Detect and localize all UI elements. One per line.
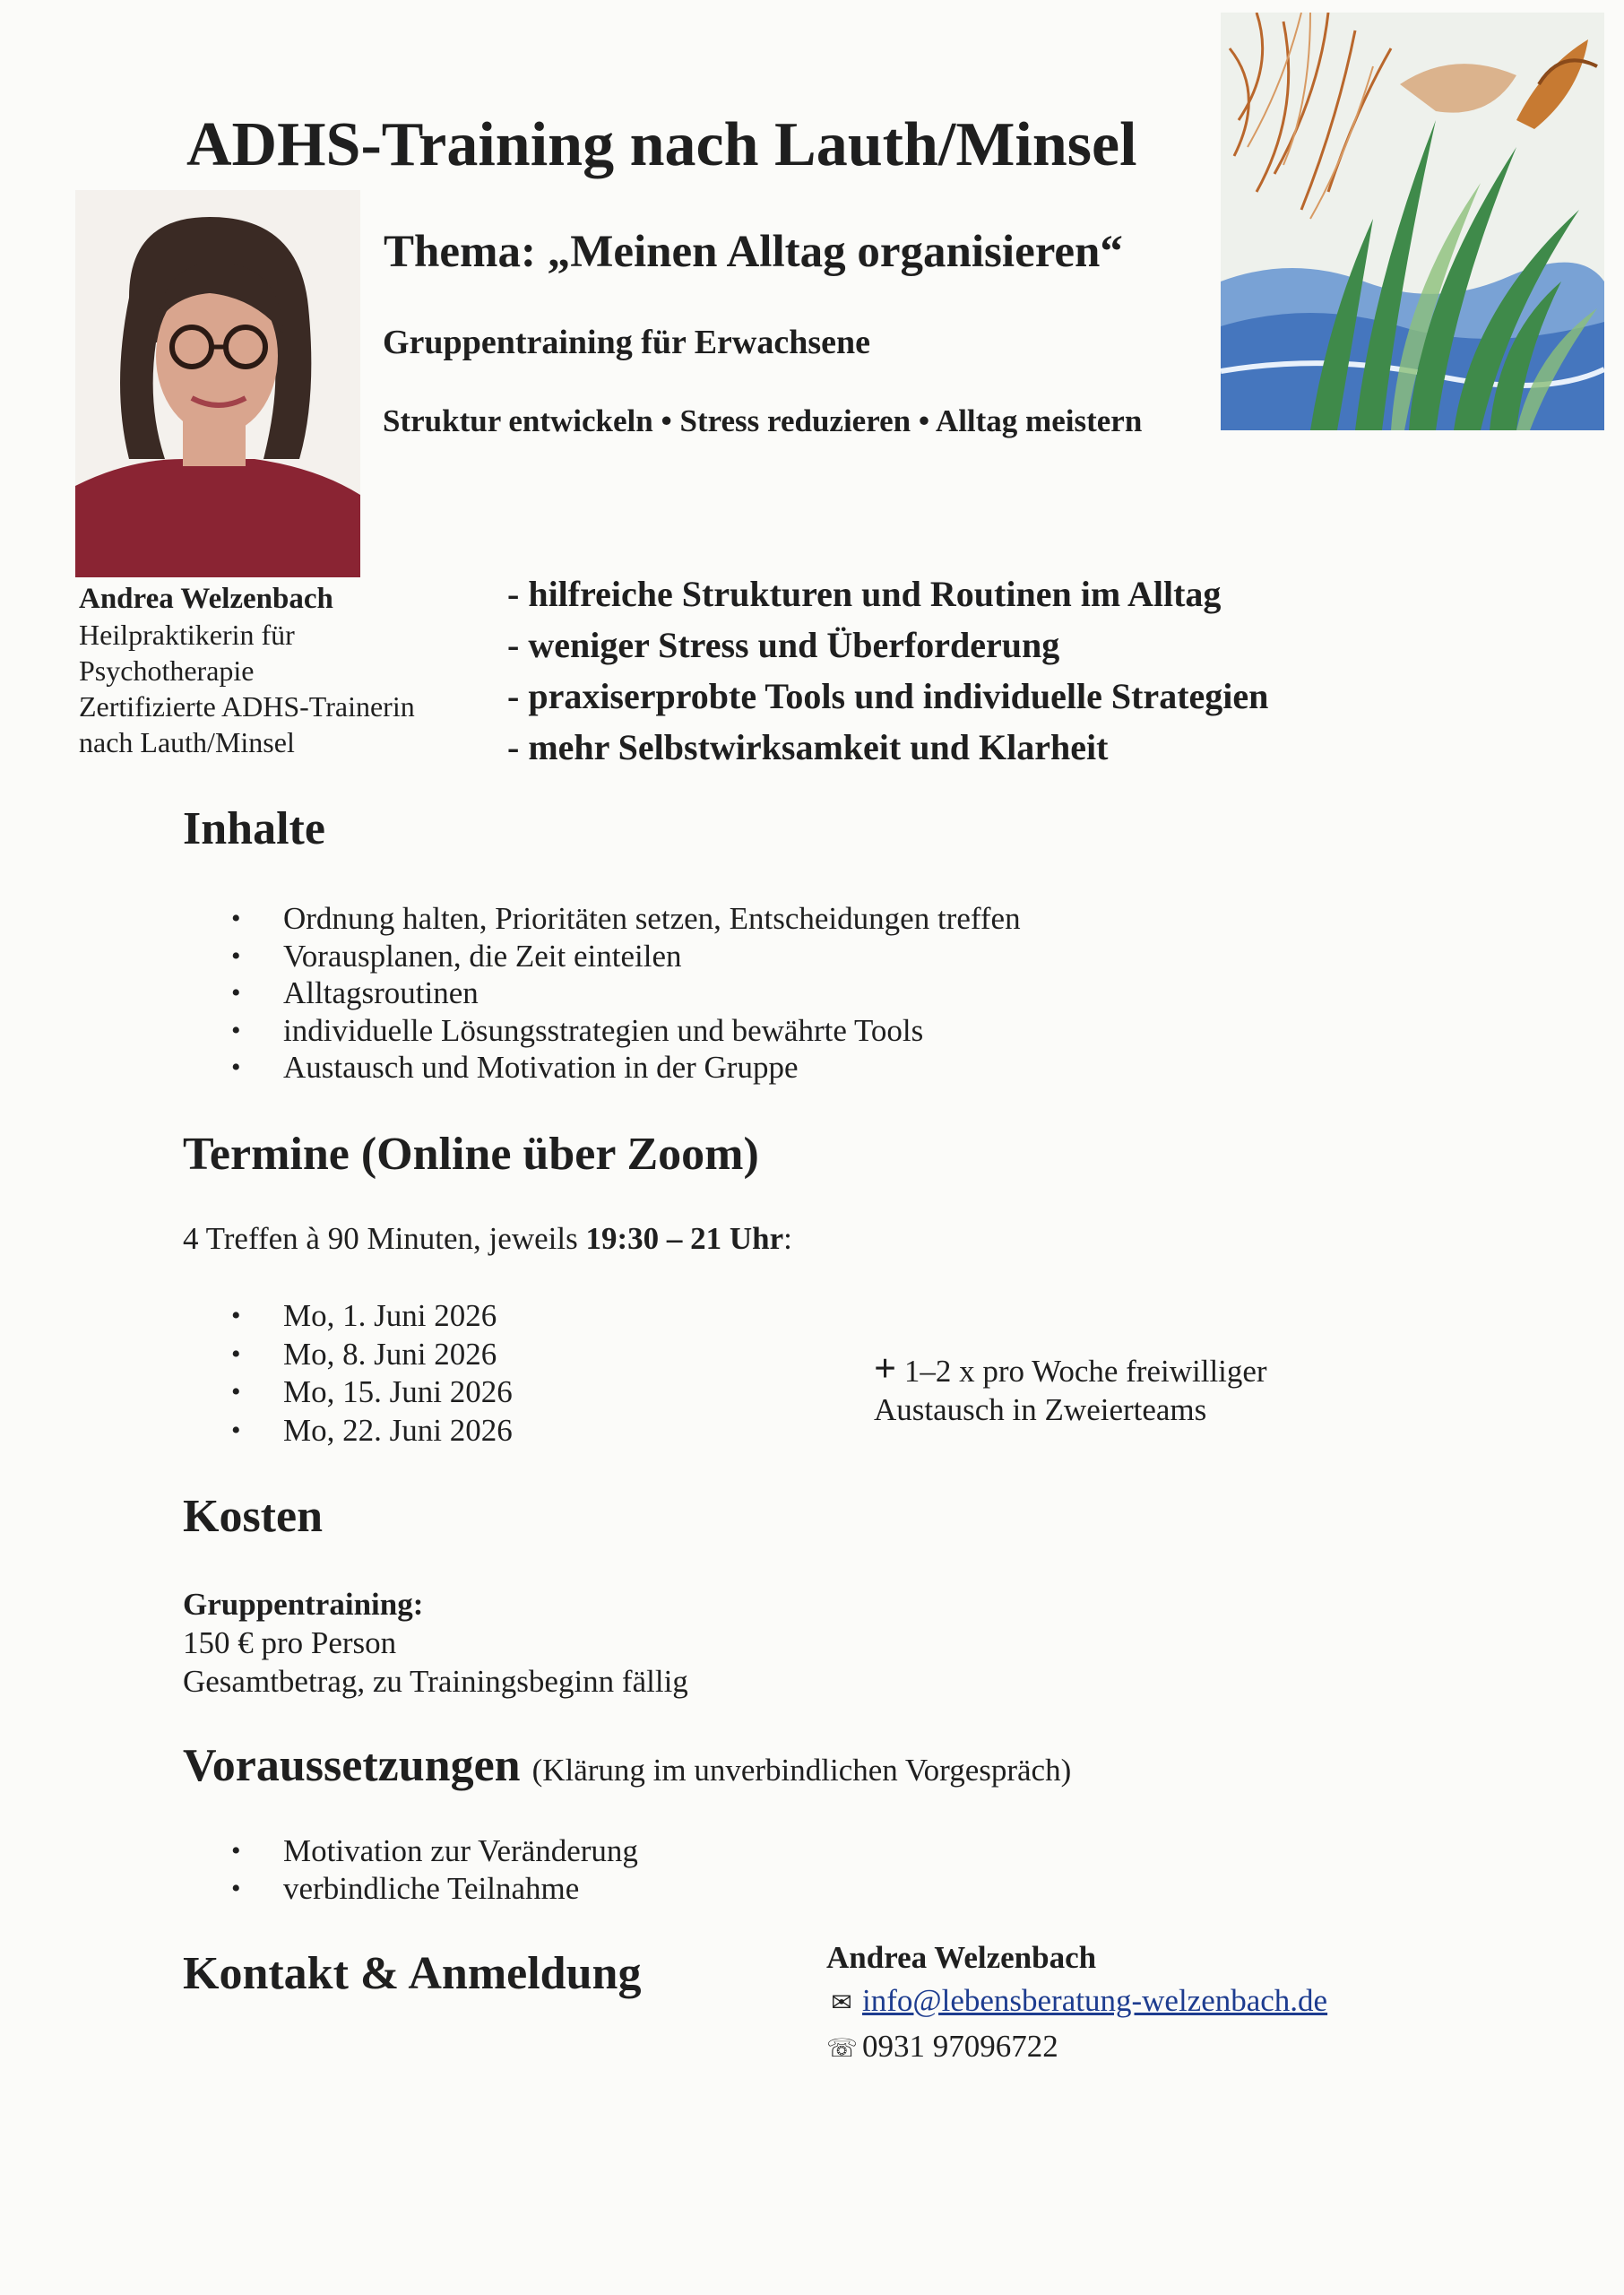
kosten-label: Gruppentraining: bbox=[183, 1587, 424, 1622]
kontakt-heading: Kontakt & Anmeldung bbox=[183, 1948, 642, 1999]
page-title: ADHS-Training nach Lauth/Minsel bbox=[186, 110, 1137, 179]
list-item: • Motivation zur Veränderung bbox=[183, 1832, 638, 1870]
benefit-item: - praxiserprobte Tools und individuelle Strategien bbox=[507, 676, 1269, 716]
plus-icon: + bbox=[874, 1347, 897, 1390]
kosten-heading: Kosten bbox=[183, 1491, 323, 1542]
tagline: Struktur entwickeln • Stress reduzieren • Alltag meistern bbox=[383, 403, 1143, 438]
termine-extra bbox=[874, 1349, 1267, 1429]
list-item: • Ordnung halten, Prioritäten setzen, Entscheidungen treffen bbox=[183, 900, 1021, 938]
inhalte-heading: Inhalte bbox=[183, 803, 325, 854]
termine-intro bbox=[183, 1221, 792, 1257]
date-item: • Mo, 22. Juni 2026 bbox=[183, 1412, 513, 1451]
subtitle: Gruppentraining für Erwachsene bbox=[383, 324, 871, 361]
benefits-list bbox=[507, 568, 1268, 773]
trainer-photo bbox=[75, 190, 360, 577]
termine-heading: Termine (Online über Zoom) bbox=[183, 1129, 759, 1180]
trainer-line: nach Lauth/Minsel bbox=[79, 726, 295, 758]
date-item: • Mo, 1. Juni 2026 bbox=[183, 1297, 513, 1336]
contact-name: Andrea Welzenbach bbox=[826, 1940, 1097, 1975]
kosten-price: 150 € pro Person bbox=[183, 1625, 397, 1660]
extra-line: 1–2 x pro Woche freiwilliger bbox=[896, 1354, 1267, 1389]
contact-email-row bbox=[826, 1979, 1327, 2025]
list-item: • Austausch und Motivation in der Gruppe bbox=[183, 1049, 1021, 1087]
phone-icon: ☏ bbox=[826, 2035, 859, 2063]
painting-image bbox=[1221, 13, 1604, 430]
termine-intro-text: 4 Treffen à 90 Minuten, jeweils bbox=[183, 1221, 586, 1256]
voraussetzungen-note: (Klärung im unverbindlichen Vorgespräch) bbox=[531, 1753, 1072, 1788]
termine-dates bbox=[183, 1297, 513, 1450]
kosten-note: Gesamtbetrag, zu Trainingsbeginn fällig bbox=[183, 1664, 688, 1699]
extra-line: Austausch in Zweierteams bbox=[874, 1392, 1207, 1427]
kosten-block bbox=[183, 1585, 688, 1701]
inhalte-list bbox=[183, 900, 1021, 1087]
email-link[interactable]: info@lebensberatung-welzenbach.de bbox=[862, 1983, 1328, 2018]
mail-icon: ✉ bbox=[831, 1989, 852, 2017]
trainer-bio bbox=[79, 581, 415, 760]
list-item: • verbindliche Teilnahme bbox=[183, 1870, 638, 1908]
theme-heading: Thema: „Meinen Alltag organisieren“ bbox=[384, 227, 1123, 277]
trainer-line: Psychotherapie bbox=[79, 654, 255, 687]
trainer-name: Andrea Welzenbach bbox=[79, 583, 333, 615]
termine-intro-end: : bbox=[783, 1221, 792, 1256]
contact-block bbox=[826, 1936, 1327, 2071]
trainer-line: Heilpraktikerin für bbox=[79, 619, 295, 651]
date-item: • Mo, 8. Juni 2026 bbox=[183, 1336, 513, 1374]
benefit-item: - weniger Stress und Überforderung bbox=[507, 625, 1060, 665]
phone-number: 0931 97096722 bbox=[862, 2029, 1058, 2064]
contact-phone-row bbox=[826, 2025, 1327, 2071]
termine-time: 19:30 – 21 Uhr bbox=[585, 1221, 784, 1256]
list-item: • individuelle Lösungsstrategien und bewährte Tools bbox=[183, 1012, 1021, 1050]
list-item: • Alltagsroutinen bbox=[183, 974, 1021, 1012]
voraussetzungen-heading bbox=[183, 1739, 1071, 1792]
trainer-line: Zertifizierte ADHS-Trainerin bbox=[79, 690, 415, 723]
benefit-item: - hilfreiche Strukturen und Routinen im Alltag bbox=[507, 574, 1222, 614]
list-item: • Vorausplanen, die Zeit einteilen bbox=[183, 938, 1021, 975]
date-item: • Mo, 15. Juni 2026 bbox=[183, 1373, 513, 1412]
voraussetzungen-title: Voraussetzungen bbox=[183, 1740, 521, 1791]
voraussetzungen-list bbox=[183, 1832, 638, 1907]
benefit-item: - mehr Selbstwirksamkeit und Klarheit bbox=[507, 727, 1109, 767]
